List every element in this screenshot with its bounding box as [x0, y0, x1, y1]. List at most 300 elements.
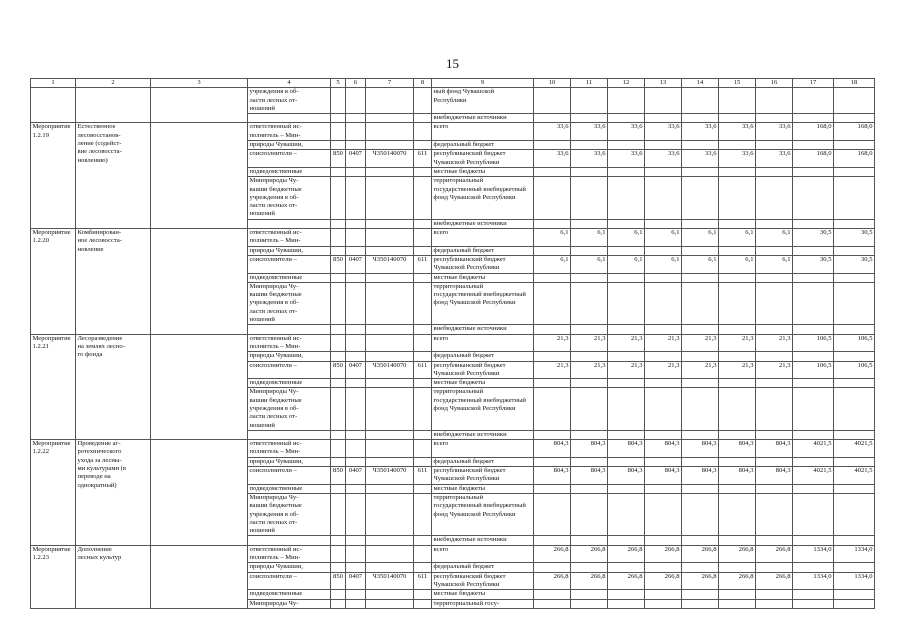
table-cell: [331, 141, 346, 150]
table-cell: [331, 273, 346, 282]
value-cell: 6,1: [534, 255, 571, 273]
executor-cell: соисполнители –: [248, 361, 331, 379]
table-cell: [331, 457, 346, 466]
code-cell: 611: [414, 361, 432, 379]
value-cell: 21,3: [608, 361, 645, 379]
executor-cell: природы Чувашии,: [248, 352, 331, 361]
value-cell: 21,3: [571, 334, 608, 352]
empty-cell: [151, 440, 248, 546]
table-cell: [719, 88, 756, 114]
table-cell: [756, 167, 793, 176]
executor-cell: природы Чувашии,: [248, 141, 331, 150]
value-cell: 804,3: [534, 440, 571, 458]
table-cell: [571, 325, 608, 334]
source-cell: ный фонд Чувашской Республики: [432, 88, 534, 114]
table-cell: [346, 440, 366, 458]
source-cell: территориальный государственный внебюджетный фонд Чувашской Республики: [432, 177, 534, 219]
value-cell: 21,3: [756, 334, 793, 352]
value-cell: 4021,5: [834, 467, 875, 485]
table-cell: [366, 536, 414, 545]
table-cell: [331, 484, 346, 493]
table-cell: [645, 325, 682, 334]
value-cell: 21,3: [534, 361, 571, 379]
table-row: [31, 334, 875, 352]
table-row: [31, 229, 875, 247]
value-cell: 266,8: [608, 572, 645, 590]
table-cell: [346, 457, 366, 466]
table-cell: [793, 379, 834, 388]
table-cell: [834, 379, 875, 388]
code-cell: Ч350140070: [366, 150, 414, 168]
table-cell: [682, 246, 719, 255]
executor-cell: соисполнители –: [248, 467, 331, 485]
table-cell: [608, 219, 645, 228]
table-cell: [608, 177, 645, 219]
table-cell: [645, 484, 682, 493]
table-cell: [366, 484, 414, 493]
source-cell: местные бюджеты: [432, 273, 534, 282]
code-cell: 850: [331, 361, 346, 379]
table-cell: [346, 167, 366, 176]
table-cell: [645, 282, 682, 324]
executor-cell: Минприроды Чу- вашии бюджетные учреждения в об- ласти лесных от- ношений: [248, 177, 331, 219]
table-cell: [571, 114, 608, 123]
table-cell: [719, 114, 756, 123]
table-cell: [608, 536, 645, 545]
table-cell: [608, 563, 645, 572]
table-cell: [571, 599, 608, 608]
table-cell: [645, 273, 682, 282]
value-cell: 21,3: [571, 361, 608, 379]
table-cell: [719, 493, 756, 535]
table-cell: [719, 388, 756, 430]
table-row: [31, 440, 875, 458]
column-header: 5: [331, 79, 346, 88]
value-cell: 33,6: [608, 150, 645, 168]
table-cell: [608, 352, 645, 361]
table-cell: [719, 273, 756, 282]
source-cell: всего: [432, 440, 534, 458]
table-cell: [719, 379, 756, 388]
table-cell: [756, 219, 793, 228]
code-cell: 611: [414, 255, 432, 273]
code-cell: 0407: [346, 361, 366, 379]
table-cell: [414, 599, 432, 608]
value-cell: 266,8: [571, 572, 608, 590]
table-cell: [793, 563, 834, 572]
value-cell: 106,5: [834, 361, 875, 379]
activity-name: Мероприятие 1.2.19: [31, 123, 76, 229]
table-cell: [682, 141, 719, 150]
table-cell: [834, 88, 875, 114]
value-cell: 21,3: [645, 361, 682, 379]
table-cell: [756, 273, 793, 282]
value-cell: 33,6: [756, 150, 793, 168]
table-cell: [682, 167, 719, 176]
table-cell: [331, 590, 346, 599]
table-cell: [534, 536, 571, 545]
table-cell: [682, 273, 719, 282]
table-cell: [682, 379, 719, 388]
executor-cell: Минприроды Чу-: [248, 599, 331, 608]
value-cell: 804,3: [571, 467, 608, 485]
value-cell: 30,5: [793, 255, 834, 273]
table-cell: [608, 273, 645, 282]
table-cell: [414, 563, 432, 572]
table-cell: [682, 599, 719, 608]
value-cell: 106,5: [793, 361, 834, 379]
value-cell: 266,8: [534, 545, 571, 563]
table-cell: [756, 325, 793, 334]
table-cell: [682, 388, 719, 430]
column-header: 1: [31, 79, 76, 88]
table-cell: [414, 273, 432, 282]
table-cell: [414, 379, 432, 388]
table-cell: [608, 88, 645, 114]
table-cell: [366, 114, 414, 123]
table-cell: [719, 325, 756, 334]
table-cell: [346, 219, 366, 228]
table-cell: [682, 484, 719, 493]
value-cell: 30,5: [834, 255, 875, 273]
value-cell: 6,1: [682, 255, 719, 273]
table-cell: [331, 88, 346, 114]
source-cell: местные бюджеты: [432, 167, 534, 176]
value-cell: 6,1: [682, 229, 719, 247]
table-cell: [534, 325, 571, 334]
column-header: 17: [793, 79, 834, 88]
table-cell: [793, 246, 834, 255]
table-cell: [331, 177, 346, 219]
value-cell: 21,3: [682, 334, 719, 352]
source-cell: местные бюджеты: [432, 590, 534, 599]
executor-cell: природы Чувашии,: [248, 563, 331, 572]
table-cell: [719, 167, 756, 176]
table-cell: [414, 536, 432, 545]
value-cell: 33,6: [571, 123, 608, 141]
value-cell: 106,5: [834, 334, 875, 352]
value-cell: 33,6: [719, 123, 756, 141]
source-cell: всего: [432, 123, 534, 141]
table-cell: [571, 388, 608, 430]
value-cell: 4021,5: [793, 440, 834, 458]
table-cell: [76, 88, 151, 123]
table-cell: [366, 430, 414, 439]
source-cell: республиканский бюджет Чувашской Республики: [432, 467, 534, 485]
table-cell: [366, 457, 414, 466]
table-cell: [834, 114, 875, 123]
table-cell: [571, 484, 608, 493]
table-cell: [366, 177, 414, 219]
executor-cell: учреждения в об- ласти лесных от- ношений: [248, 88, 331, 114]
table-cell: [414, 590, 432, 599]
table-cell: [331, 352, 346, 361]
table-cell: [793, 325, 834, 334]
value-cell: 21,3: [719, 334, 756, 352]
value-cell: 266,8: [645, 545, 682, 563]
table-cell: [571, 219, 608, 228]
table-row: [31, 545, 875, 563]
value-cell: 168,0: [793, 123, 834, 141]
value-cell: 266,8: [682, 545, 719, 563]
code-cell: Ч350140070: [366, 467, 414, 485]
value-cell: 266,8: [756, 572, 793, 590]
value-cell: 6,1: [534, 229, 571, 247]
table-cell: [331, 167, 346, 176]
executor-cell: Минприроды Чу- вашии бюджетные учреждения в об- ласти лесных от- ношений: [248, 388, 331, 430]
table-cell: [346, 114, 366, 123]
table-cell: [366, 599, 414, 608]
table-cell: [793, 273, 834, 282]
executor-cell: соисполнители –: [248, 572, 331, 590]
column-header: 3: [151, 79, 248, 88]
source-cell: федеральный бюджет: [432, 457, 534, 466]
table-cell: [366, 88, 414, 114]
table-cell: [756, 114, 793, 123]
code-cell: 0407: [346, 572, 366, 590]
value-cell: 1334,0: [834, 572, 875, 590]
table-cell: [414, 177, 432, 219]
table-cell: [793, 141, 834, 150]
table-cell: [346, 229, 366, 247]
column-header: 11: [571, 79, 608, 88]
table-cell: [608, 114, 645, 123]
value-cell: 30,5: [834, 229, 875, 247]
source-cell: местные бюджеты: [432, 379, 534, 388]
source-cell: внебюджетные источники: [432, 219, 534, 228]
table-cell: [682, 114, 719, 123]
value-cell: 804,3: [719, 440, 756, 458]
table-cell: [793, 114, 834, 123]
value-cell: 266,8: [645, 572, 682, 590]
table-cell: [414, 352, 432, 361]
table-cell: [414, 167, 432, 176]
table-cell: [834, 590, 875, 599]
table-cell: [608, 493, 645, 535]
page-number: 15: [446, 56, 459, 71]
table-cell: [346, 334, 366, 352]
table-cell: [331, 114, 346, 123]
table-cell: [645, 141, 682, 150]
table-cell: [719, 177, 756, 219]
table-cell: [366, 563, 414, 572]
activity-title: Дополнение лесных культур: [76, 545, 151, 608]
code-cell: 0407: [346, 150, 366, 168]
table-cell: [793, 484, 834, 493]
table-cell: [534, 114, 571, 123]
executor-cell: подведомственные: [248, 379, 331, 388]
table-cell: [682, 282, 719, 324]
table-cell: [645, 177, 682, 219]
column-header: 14: [682, 79, 719, 88]
table-cell: [756, 352, 793, 361]
table-cell: [834, 325, 875, 334]
executor-cell: Минприроды Чу- вашии бюджетные учреждения в об- ласти лесных от- ношений: [248, 282, 331, 324]
table-cell: [346, 563, 366, 572]
table-cell: [534, 282, 571, 324]
table-cell: [346, 282, 366, 324]
value-cell: 6,1: [719, 229, 756, 247]
table-cell: [834, 352, 875, 361]
table-cell: [366, 219, 414, 228]
table-cell: [793, 167, 834, 176]
table-cell: [534, 273, 571, 282]
executor-cell: соисполнители –: [248, 150, 331, 168]
table-cell: [346, 379, 366, 388]
table-cell: [366, 123, 414, 141]
value-cell: 6,1: [608, 229, 645, 247]
table-cell: [414, 484, 432, 493]
table-cell: [756, 457, 793, 466]
table-cell: [645, 167, 682, 176]
activity-name: Мероприятие 1.2.23: [31, 545, 76, 608]
column-header: 15: [719, 79, 756, 88]
activity-title: Лесоразведение на землях лесно- го фонда: [76, 334, 151, 440]
table-cell: [571, 493, 608, 535]
source-cell: внебюджетные источники: [432, 536, 534, 545]
value-cell: 6,1: [756, 229, 793, 247]
source-cell: республиканский бюджет Чувашской Республики: [432, 361, 534, 379]
value-cell: 33,6: [608, 123, 645, 141]
table-cell: [608, 590, 645, 599]
table-cell: [793, 88, 834, 114]
table-cell: [571, 273, 608, 282]
table-cell: [346, 177, 366, 219]
value-cell: 33,6: [645, 150, 682, 168]
table-cell: [571, 563, 608, 572]
table-cell: [331, 325, 346, 334]
table-cell: [366, 141, 414, 150]
value-cell: 106,5: [793, 334, 834, 352]
table-cell: [414, 229, 432, 247]
table-cell: [534, 484, 571, 493]
table-cell: [719, 282, 756, 324]
code-cell: 611: [414, 572, 432, 590]
table-cell: [331, 388, 346, 430]
source-cell: территориальный госу-: [432, 599, 534, 608]
table-cell: [414, 219, 432, 228]
table-cell: [346, 545, 366, 563]
table-cell: [534, 430, 571, 439]
table-cell: [346, 430, 366, 439]
value-cell: 804,3: [682, 467, 719, 485]
table-cell: [534, 352, 571, 361]
source-cell: территориальный государственный внебюджетный фонд Чувашской Республики: [432, 388, 534, 430]
table-cell: [571, 167, 608, 176]
table-cell: [834, 599, 875, 608]
table-cell: [719, 246, 756, 255]
column-header: 8: [414, 79, 432, 88]
value-cell: 33,6: [534, 123, 571, 141]
table-cell: [534, 177, 571, 219]
table-cell: [645, 246, 682, 255]
value-cell: 266,8: [534, 572, 571, 590]
source-cell: внебюджетные источники: [432, 114, 534, 123]
executor-cell: [248, 536, 331, 545]
table-cell: [414, 545, 432, 563]
table-cell: [834, 457, 875, 466]
table-cell: [571, 282, 608, 324]
executor-cell: подведомственные: [248, 167, 331, 176]
value-cell: 804,3: [719, 467, 756, 485]
table-cell: [834, 493, 875, 535]
value-cell: 168,0: [834, 150, 875, 168]
table-cell: [151, 88, 248, 123]
column-header: 18: [834, 79, 875, 88]
value-cell: 6,1: [645, 255, 682, 273]
table-cell: [756, 590, 793, 599]
table-cell: [608, 282, 645, 324]
source-cell: федеральный бюджет: [432, 141, 534, 150]
table-cell: [366, 493, 414, 535]
table-cell: [682, 325, 719, 334]
table-cell: [608, 246, 645, 255]
table-cell: [414, 388, 432, 430]
table-cell: [366, 545, 414, 563]
table-cell: [793, 536, 834, 545]
table-cell: [331, 379, 346, 388]
table-cell: [414, 493, 432, 535]
table-cell: [719, 141, 756, 150]
code-cell: 611: [414, 150, 432, 168]
executor-cell: [248, 219, 331, 228]
table-cell: [571, 430, 608, 439]
table-cell: [756, 484, 793, 493]
executor-cell: подведомственные: [248, 590, 331, 599]
table-cell: [719, 590, 756, 599]
table-cell: [366, 334, 414, 352]
table-cell: [346, 536, 366, 545]
value-cell: 30,5: [793, 229, 834, 247]
source-cell: федеральный бюджет: [432, 246, 534, 255]
table-cell: [346, 590, 366, 599]
table-cell: [366, 167, 414, 176]
table-cell: [331, 563, 346, 572]
table-cell: [682, 430, 719, 439]
value-cell: 21,3: [756, 361, 793, 379]
activity-title: Комбинирован- ное лесовосста- новление: [76, 229, 151, 335]
table-cell: [331, 536, 346, 545]
table-cell: [331, 430, 346, 439]
table-cell: [331, 545, 346, 563]
table-cell: [793, 352, 834, 361]
column-header: 10: [534, 79, 571, 88]
source-cell: внебюджетные источники: [432, 325, 534, 334]
value-cell: 6,1: [571, 255, 608, 273]
table-cell: [331, 493, 346, 535]
table-cell: [719, 457, 756, 466]
executor-cell: Минприроды Чу- вашии бюджетные учреждения в об- ласти лесных от- ношений: [248, 493, 331, 535]
table-cell: [834, 246, 875, 255]
column-header: 16: [756, 79, 793, 88]
table-cell: [645, 430, 682, 439]
column-header: 13: [645, 79, 682, 88]
value-cell: 266,8: [682, 572, 719, 590]
table-cell: [834, 563, 875, 572]
table-cell: [719, 430, 756, 439]
value-cell: 266,8: [719, 545, 756, 563]
table-cell: [682, 536, 719, 545]
table-cell: [834, 273, 875, 282]
table-cell: [366, 590, 414, 599]
executor-cell: соисполнители –: [248, 255, 331, 273]
table-cell: [608, 457, 645, 466]
table-cell: [534, 563, 571, 572]
table-cell: [682, 219, 719, 228]
table-cell: [834, 430, 875, 439]
table-cell: [645, 493, 682, 535]
table-cell: [682, 590, 719, 599]
